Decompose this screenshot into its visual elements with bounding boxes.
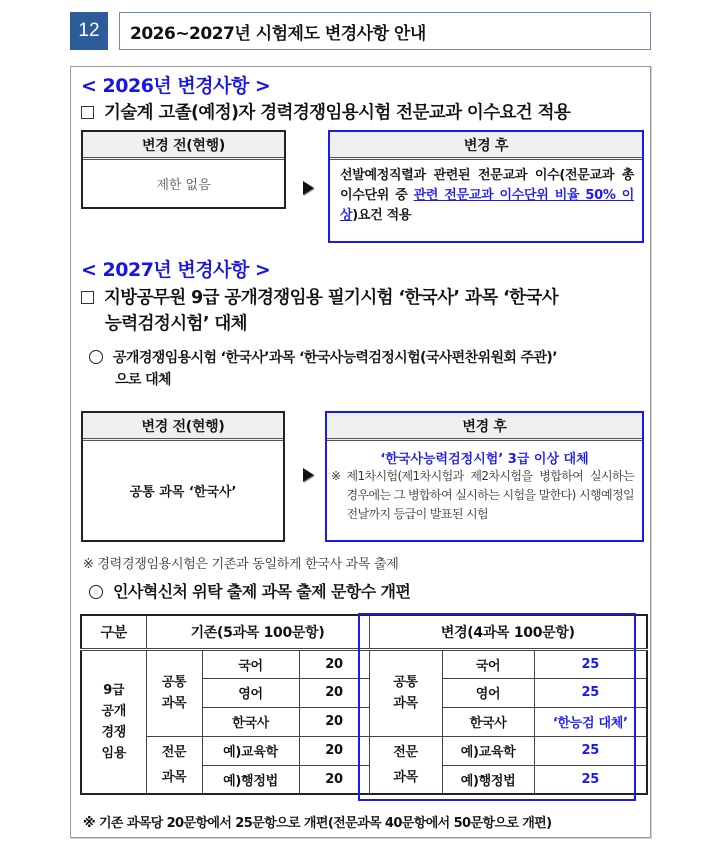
footer-note: ※ 기존 과목당 20문항에서 25문항으로 개편(전문과목 40문항에서 50문항으로 개편) <box>83 816 552 831</box>
cell-subject: 국어 <box>442 649 534 678</box>
before-label: 변경 전(현행) <box>83 413 283 441</box>
cell-new-count: 25 <box>534 649 647 678</box>
after-label: 변경 후 <box>327 413 642 441</box>
arrow-right-icon <box>303 181 314 195</box>
after-text-highlight: 관련 전문교과 이수단위 비율 50% 이상 <box>340 188 635 223</box>
table-header-row <box>81 615 647 649</box>
sub-item-line1: 공개경쟁임용시험 ‘한국사’과목 ‘한국사능력검정시험(국사편찬위원회 주관)’ <box>113 350 557 366</box>
cell-subject: 영어 <box>202 678 299 707</box>
after-text-1: 선발예정직렬과 관련된 전문교과 이수(전문교과 총 이수단위 중 <box>340 168 634 203</box>
cell-group-common-new: 공통 과목 <box>369 649 442 736</box>
content-panel <box>70 66 651 838</box>
after-note <box>327 467 642 524</box>
table-row <box>81 649 647 678</box>
after-box-2027 <box>325 411 644 542</box>
cell-new-count: 25 <box>534 765 647 794</box>
cell-subject: 한국사 <box>202 707 299 736</box>
sub-item-line2: 으로 대체 <box>115 372 171 388</box>
cell-subject: 예)행정법 <box>202 765 299 794</box>
item-2027-title <box>81 285 558 337</box>
page-title: 2026~2027년 시험제도 변경사항 안내 <box>119 12 651 50</box>
item-2027-line2: 능력검정시험’ 대체 <box>105 314 247 334</box>
after-label: 변경 후 <box>330 132 642 160</box>
cell-new-count: ‘한능검 대체’ <box>534 707 647 736</box>
item-2026-text: 기술계 고졸(예정)자 경력경쟁임용시험 전문교과 이수요건 적용 <box>104 103 571 123</box>
cell-group-major-new: 전문 과목 <box>369 736 442 794</box>
cell-subject: 예)행정법 <box>442 765 534 794</box>
reference-mark-icon: ※ <box>331 469 341 483</box>
heading-2027: < 2027년 변경사항 > <box>81 259 271 281</box>
cell-old-count: 20 <box>299 736 369 765</box>
header-category: 구분 <box>81 615 146 649</box>
header-new: 변경(4과목 100문항) <box>369 615 647 649</box>
before-label: 변경 전(현행) <box>83 132 284 160</box>
heading-2026: < 2026년 변경사항 > <box>81 75 271 97</box>
cell-subject: 예)교육학 <box>442 736 534 765</box>
cell-old-count: 20 <box>299 765 369 794</box>
cell-subject: 영어 <box>442 678 534 707</box>
square-bullet-icon <box>81 106 94 119</box>
cell-subject: 국어 <box>202 649 299 678</box>
square-bullet-icon <box>81 291 94 304</box>
after-note-text: 제1차시험(제1차시험과 제2차시험을 병합하여 실시하는 경우에는 그 병합하여 실시하는 시험을 말한다) 시행예정일 전날까지 등급이 발표된 시험 <box>346 469 634 521</box>
before-box-2026 <box>81 130 286 209</box>
cell-subject: 한국사 <box>442 707 534 736</box>
cell-group-common-old: 공통 과목 <box>146 649 202 736</box>
cell-old-count: 20 <box>299 707 369 736</box>
cell-new-count: 25 <box>534 678 647 707</box>
before-content: 제한 없음 <box>156 177 211 193</box>
page-header <box>70 12 651 50</box>
cell-subject: 예)교육학 <box>202 736 299 765</box>
arrow-right-icon <box>303 468 314 482</box>
before-content: 공통 과목 ‘한국사’ <box>129 484 237 500</box>
section-number-badge: 12 <box>70 12 108 50</box>
cell-category: 9급 공개 경쟁 임용 <box>81 649 146 794</box>
after-content <box>330 160 642 226</box>
after-highlight: ‘한국사능력검정시험’ 3급 이상 대체 <box>380 452 589 467</box>
question-count-table <box>80 614 648 795</box>
reform-title-text: 인사혁신처 위탁 출제 과목 출제 문항수 개편 <box>113 582 411 601</box>
before-box-2027 <box>81 411 285 542</box>
cell-old-count: 20 <box>299 649 369 678</box>
item-2027-line1: 지방공무원 9급 공개경쟁임용 필기시험 ‘한국사’ 과목 ‘한국사 <box>104 288 558 308</box>
sub-item-2027 <box>89 347 557 391</box>
reform-title <box>89 581 410 603</box>
cell-old-count: 20 <box>299 678 369 707</box>
table-row <box>81 736 647 765</box>
item-2026-title <box>81 100 570 126</box>
header-old: 기존(5과목 100문항) <box>146 615 369 649</box>
circle-bullet-icon <box>89 350 103 364</box>
after-box-2026 <box>328 130 644 243</box>
cell-new-count: 25 <box>534 736 647 765</box>
career-note: ※ 경력경쟁임용시험은 기존과 동일하게 한국사 과목 출제 <box>83 557 399 572</box>
after-text-2: )요건 적용 <box>352 208 412 223</box>
cell-group-major-old: 전문 과목 <box>146 736 202 794</box>
circle-bullet-icon <box>89 585 103 599</box>
